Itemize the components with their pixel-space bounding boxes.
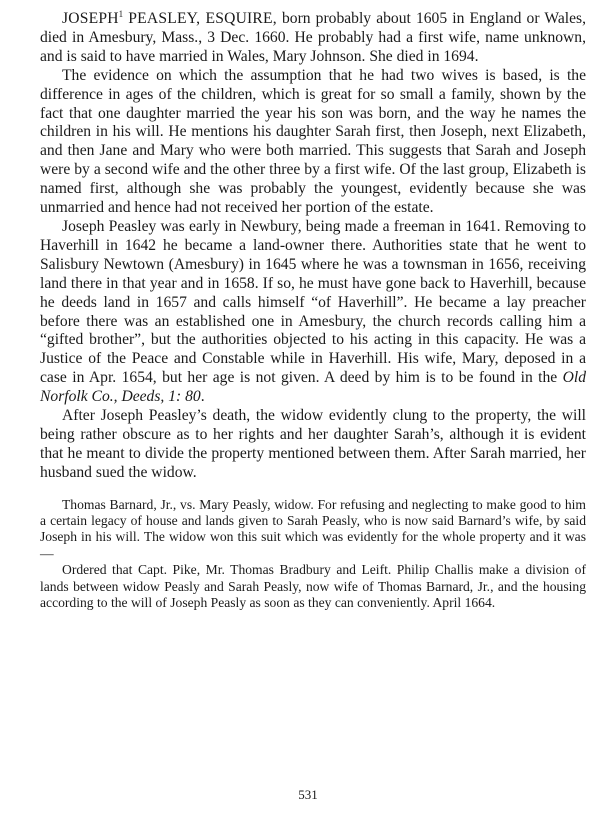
residence-text: Joseph Peasley was early in Newbury, being made a freeman in 1641. Removing to Haverhill in 1642 he became a land-owner there. Authorities state that he went to Salisbury Newtown (Amesbury) in 1645 where he was a townsman in 1656, receiving land there in that year and in 1658. If so, he must have gone back to Haverhill, because he deeds land in 1657 and calls himself “of Haverhill”. He became a lay preacher before there was an established one in Amesbury, the church records calling him a “gifted brother”, but the authorities objected to his acting in this capacity. He was a Justice of the Peace and Constable while in Haverhill. His wife, Mary, deposed in a case in Apr. 1654, but her age is not given. A deed by him is to be found in the [40,217,586,387]
paragraph-residence [40,218,586,407]
deed-citation: Old Norfolk Co., Deeds, 1: 80 [40,369,587,406]
intro-text: born probably about 1605 in England or Wales, died in Amesbury, Mass., 3 Dec. 1660. He probably had a first wife, name unknown, and is said to have married in Wales, Mary Johnson. She died in 1694. [40,10,586,65]
court-record [40,497,586,612]
paragraph-evidence: The evidence on which the assumption that he had two wives is based, is the difference in ages of the children, which is great for so small a family, shown by the fact that one daughter married the year his son was born, and the way he names the children in his will. He mentions his daughter Sarah first, then Joseph, next Elizabeth, and then Jane and Mary who were both married. This suggests that Sarah and Joseph were by a second wife and the other three by a first wife. Of the last group, Elizabeth is named first, although she was probably the youngest, evidently because she was unmarried and hence had not received her portion of the estate. [40,66,586,217]
name-first: JOSEPH [62,10,119,27]
page-number: 531 [298,787,318,802]
paragraph-widow: After Joseph Peasley’s death, the widow evidently clung to the property, the will being rather obscure as to her rights and her daughter Sarah’s, although it is evident that he meant to divide the property mentioned between them. After Sarah married, her husband sued the widow. [40,407,586,481]
record-suit: Thomas Barnard, Jr., vs. Mary Peasly, widow. For refusing and neglecting to make good to him a certain legacy of house and lands given to Sarah Peasly, who is now said Barnard’s wife, by said Joseph in his will. The widow won this suit which was evidently for the whole property and it was— [40,496,586,561]
generation-number: 1 [118,8,124,19]
main-text [40,10,586,483]
residence-end: . [200,388,205,406]
record-order: Ordered that Capt. Pike, Mr. Thomas Bradbury and Leift. Philip Challis make a division of lands between widow Peasly and Sarah Peasly, now wife of Thomas Barnard, Jr., and the housing according to the will of Joseph Peasly as soon as they can conveniently. April 1664. [40,562,586,611]
name-rest: PEASLEY, ESQUIRE, [128,10,277,27]
paragraph-intro [40,10,586,67]
